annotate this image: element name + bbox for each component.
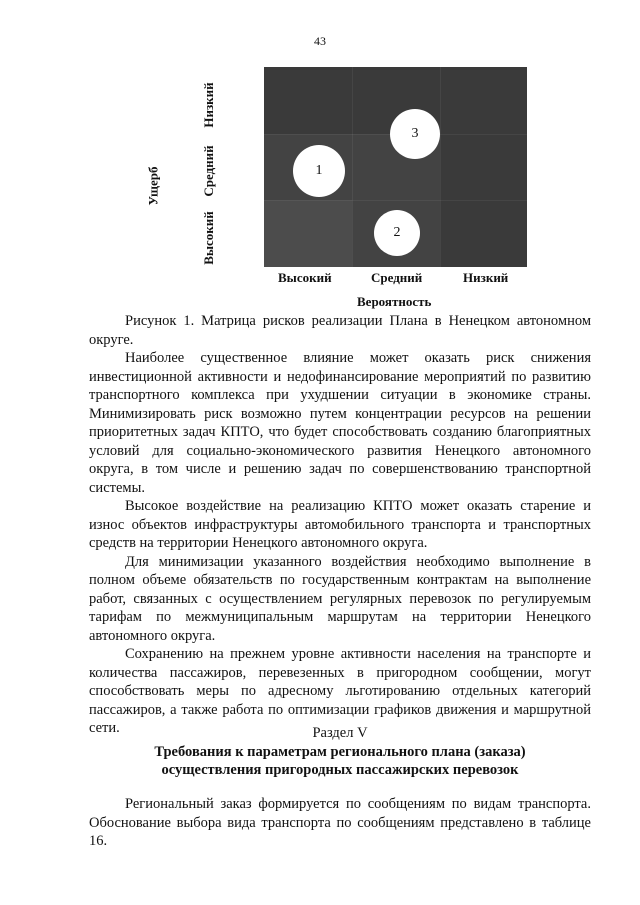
zone-light xyxy=(264,200,352,267)
risk-circle-1: 1 xyxy=(293,145,345,197)
section-number: Раздел V xyxy=(312,725,368,741)
final-text xyxy=(89,795,591,851)
y-axis-label: Ущерб xyxy=(145,166,161,206)
grid-line xyxy=(352,67,353,267)
x-tick-high: Высокий xyxy=(278,270,332,285)
risk-circle-3: 3 xyxy=(390,109,440,159)
risk-matrix-grid xyxy=(264,67,527,267)
body-text xyxy=(89,312,591,738)
paragraph-2: Высокое воздействие на реализацию КПТО может оказать старение и износ объектов инфраструктуры автомобильного транспорта и транспортных средств на территории Ненецкого автономного округа. xyxy=(89,498,591,551)
x-tick-low: Низкий xyxy=(463,270,509,285)
paragraph-1: Наиболее существенное влияние может оказать риск снижения инвестиционной активности и недофинансирование мероприятий по развитию транспортного комплекса при ухудшении ситуации в экономике страны. Минимизировать риск возможно путем концентрации ресурсов на решении приоритетных задач КПТО, что будет способствовать созданию благоприятных условий для социально-экономического развития Ненецкого автономного округа, в том числе и решению задач по совершенствованию транспортной системы. xyxy=(89,350,591,496)
paragraph-4: Сохранению на прежнем уровне активности населения на транспорте и количества пассажиров, перевезенных в пригородном сообщении, могут способствовать меры по адресному льготированию отдельных категорий пассажиров, а также работа по оптимизации графиков движения и маршрутной сети. xyxy=(89,646,591,736)
page-number: 43 xyxy=(314,34,326,48)
section-title-line2: осуществления пригородных пассажирских перевозок xyxy=(161,762,519,778)
section-heading xyxy=(89,724,591,780)
y-tick-high: Высокий xyxy=(201,211,216,265)
section-title-line1: Требования к параметрам регионального плана (заказа) xyxy=(154,743,526,760)
x-axis-label: Вероятность xyxy=(357,294,432,309)
y-tick-low: Низкий xyxy=(201,82,216,128)
final-paragraph: Региональный заказ формируется по сообщениям по видам транспорта. Обоснование выбора вида транспорта по сообщениям представлено в таблице 16. xyxy=(89,796,591,849)
x-tick-mid: Средний xyxy=(371,270,423,285)
figure-caption: Рисунок 1. Матрица рисков реализации Плана в Ненецком автономном округе. xyxy=(89,313,591,348)
y-tick-mid: Средний xyxy=(201,145,216,197)
risk-circle-2: 2 xyxy=(374,210,420,256)
paragraph-3: Для минимизации указанного воздействия необходимо выполнение в полном объеме обязательств по государственным контрактам на выполнение работ, связанных с осуществлением регулярных перевозок по регулируемым тарифам по межмуниципальным маршрутам на территории Ненецкого автономного округа. xyxy=(89,553,591,644)
grid-line xyxy=(440,67,441,267)
grid-line xyxy=(264,200,527,201)
